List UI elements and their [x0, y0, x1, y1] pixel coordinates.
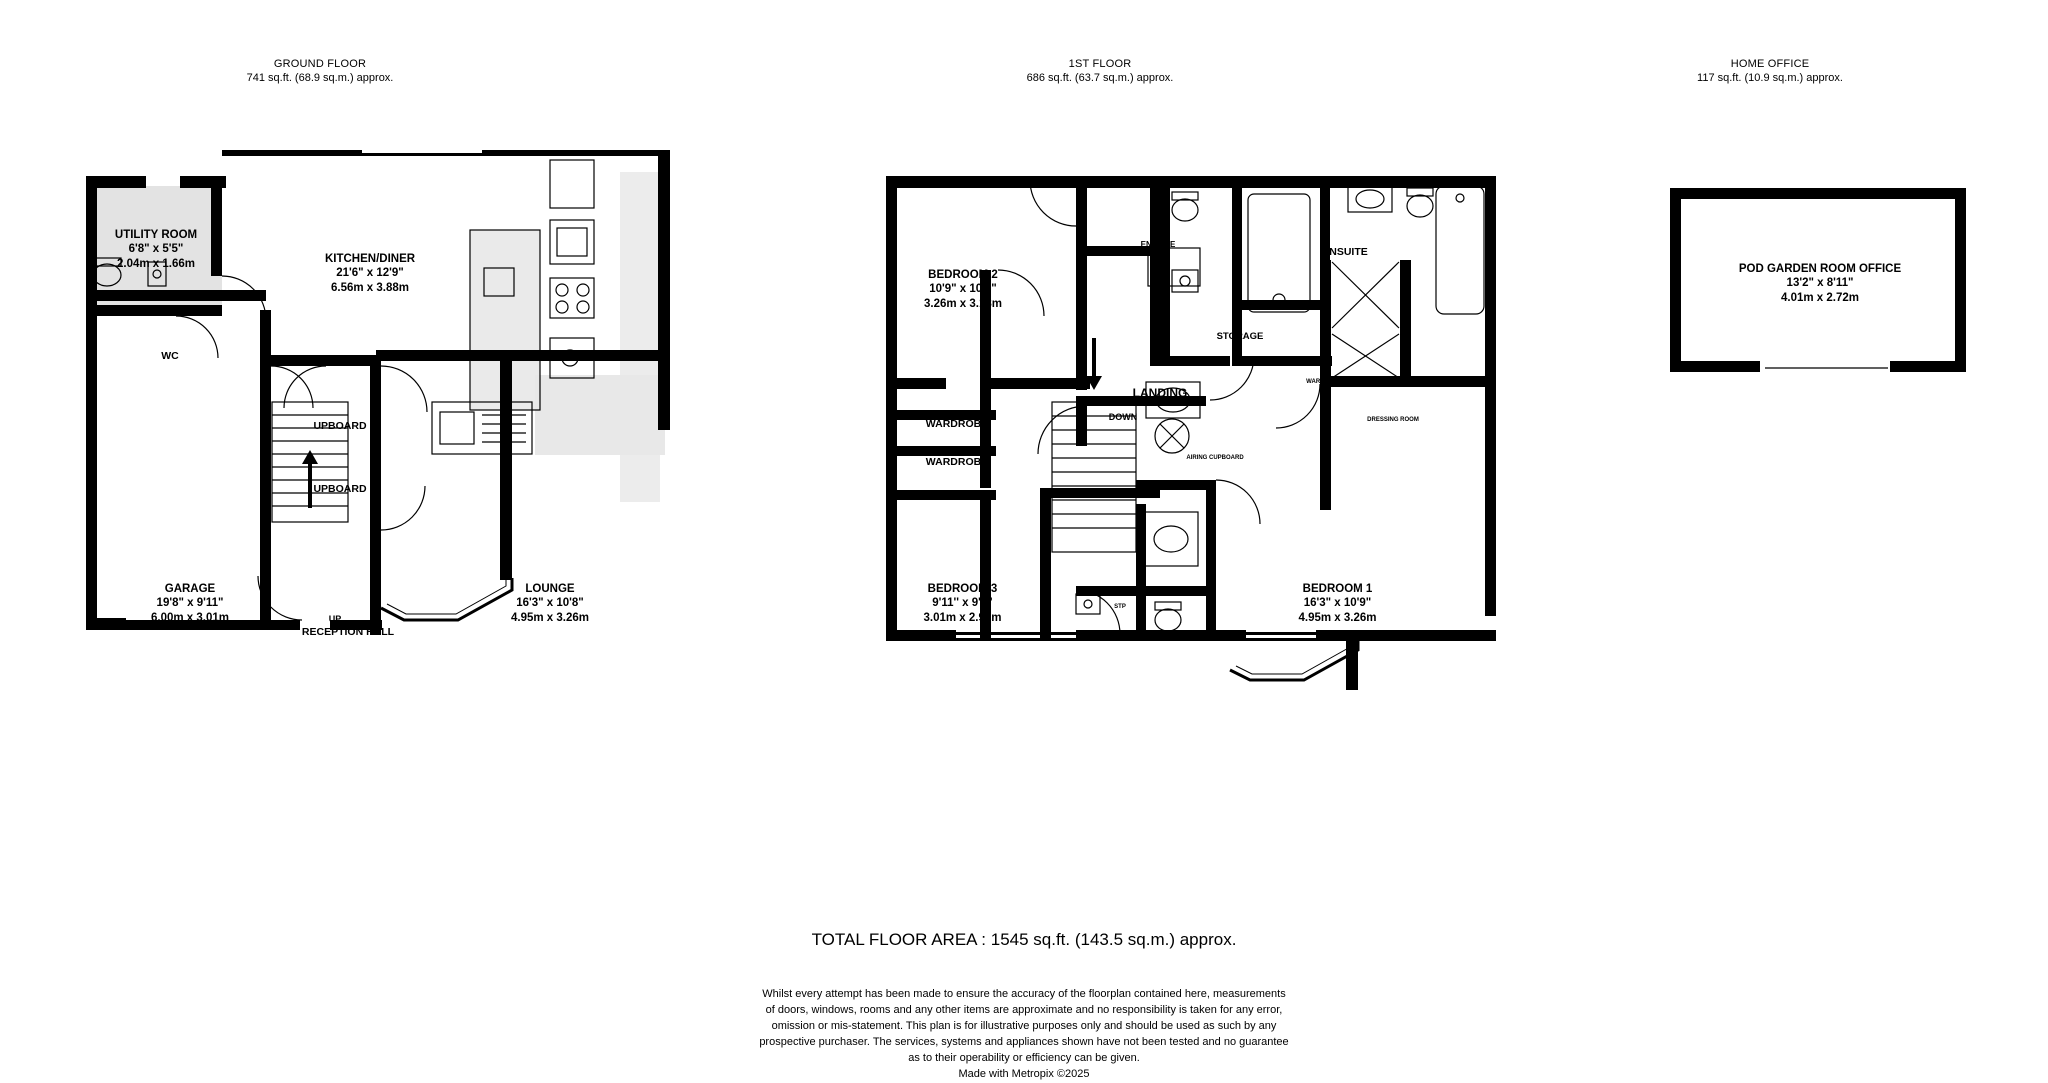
room-label-bedroom-3: BEDROOM 3 9'11'' x 9'8" 3.01m x 2.96m	[923, 583, 1002, 624]
room-label-wardrobe-3: WARDROBE	[1306, 379, 1342, 385]
room-label-storage: STORAGE	[1216, 331, 1264, 342]
room-label-landing: LANDING	[1132, 386, 1188, 400]
room-label-dressing-room: DRESSING ROOM	[1367, 417, 1419, 423]
room-label-ensuite-main: ENSUITE	[1322, 246, 1368, 258]
credit: Made with Metropix ©2025	[958, 1067, 1090, 1080]
disclaimer-line-1: Whilst every attempt has been made to ensure the accuracy of the floorplan contained here, measurements	[762, 988, 1286, 1000]
room-label-airing-cupboard: AIRING CUPBOARD	[1186, 455, 1244, 461]
room-label-utility-room: UTILITY ROOM 6'8" x 5'5" 2.04m x 1.66m	[114, 229, 198, 270]
ground-floor-area: 741 sq.ft. (68.9 sq.m.) approx.	[246, 72, 394, 84]
room-label-up: UP	[328, 614, 342, 624]
disclaimer-line-5: as to their operability or efficiency can be given.	[908, 1051, 1140, 1064]
room-label-down: DOWN	[1108, 412, 1138, 422]
room-label-stp: STP	[1114, 604, 1126, 610]
room-label-wardrobe-1: WARDROBE	[925, 418, 989, 430]
room-label-bedroom-2: BEDROOM 2 10'9" x 10'5" 3.26m x 3.18m	[923, 269, 1002, 310]
home-office-title: HOME OFFICE	[1730, 58, 1810, 70]
room-label-ensuite-top: ENSUITE	[1140, 240, 1176, 249]
first-floor-area: 686 sq.ft. (63.7 sq.m.) approx.	[1026, 72, 1174, 84]
disclaimer-line-4: prospective purchaser. The services, systems and appliances shown have not been tested and no guarantee	[759, 1035, 1289, 1048]
room-label-lounge: LOUNGE 16'3" x 10'8" 4.95m x 3.26m	[510, 583, 589, 624]
room-label-reception-hall: RECEPTION HALL	[301, 626, 395, 638]
room-label-wardrobe-4: WARDROBE	[1413, 379, 1449, 385]
ground-floor-title: GROUND FLOOR	[273, 58, 367, 70]
room-label-upboard-1: UPBOARD	[313, 420, 367, 432]
room-label-wardrobe-2: WARDROBE	[925, 456, 989, 468]
disclaimer	[0, 987, 2048, 1083]
room-label-upboard-2: UPBOARD	[313, 483, 367, 495]
disclaimer-line-3: omission or mis-statement. This plan is for illustrative purposes only and should be used as such by any	[771, 1019, 1277, 1032]
room-label-ensuite-bottom: ENSUITE	[1177, 629, 1223, 641]
first-floor-plan	[880, 150, 1500, 840]
first-floor-title: 1ST FLOOR	[1068, 58, 1132, 70]
room-label-kitchen-diner: KITCHEN/DINER 21'6" x 12'9" 6.56m x 3.88m	[324, 253, 416, 294]
disclaimer-line-2: of doors, windows, rooms and any other items are approximate and no responsibility is taken for any error,	[765, 1003, 1283, 1016]
room-label-pod-garden-room-office: POD GARDEN ROOM OFFICE 13'2" x 8'11" 4.01m x 2.72m	[1738, 263, 1902, 304]
total-floor-area: TOTAL FLOOR AREA : 1545 sq.ft. (143.5 sq.m.) approx.	[811, 930, 1237, 949]
home-office-area: 117 sq.ft. (10.9 sq.m.) approx.	[1697, 72, 1843, 84]
room-label-bedroom-1: BEDROOM 1 16'3" x 10'9" 4.95m x 3.26m	[1298, 583, 1377, 624]
room-label-wc: WC	[161, 350, 179, 362]
room-label-garage: GARAGE 19'8" x 9'11" 6.00m x 3.01m	[150, 583, 229, 624]
